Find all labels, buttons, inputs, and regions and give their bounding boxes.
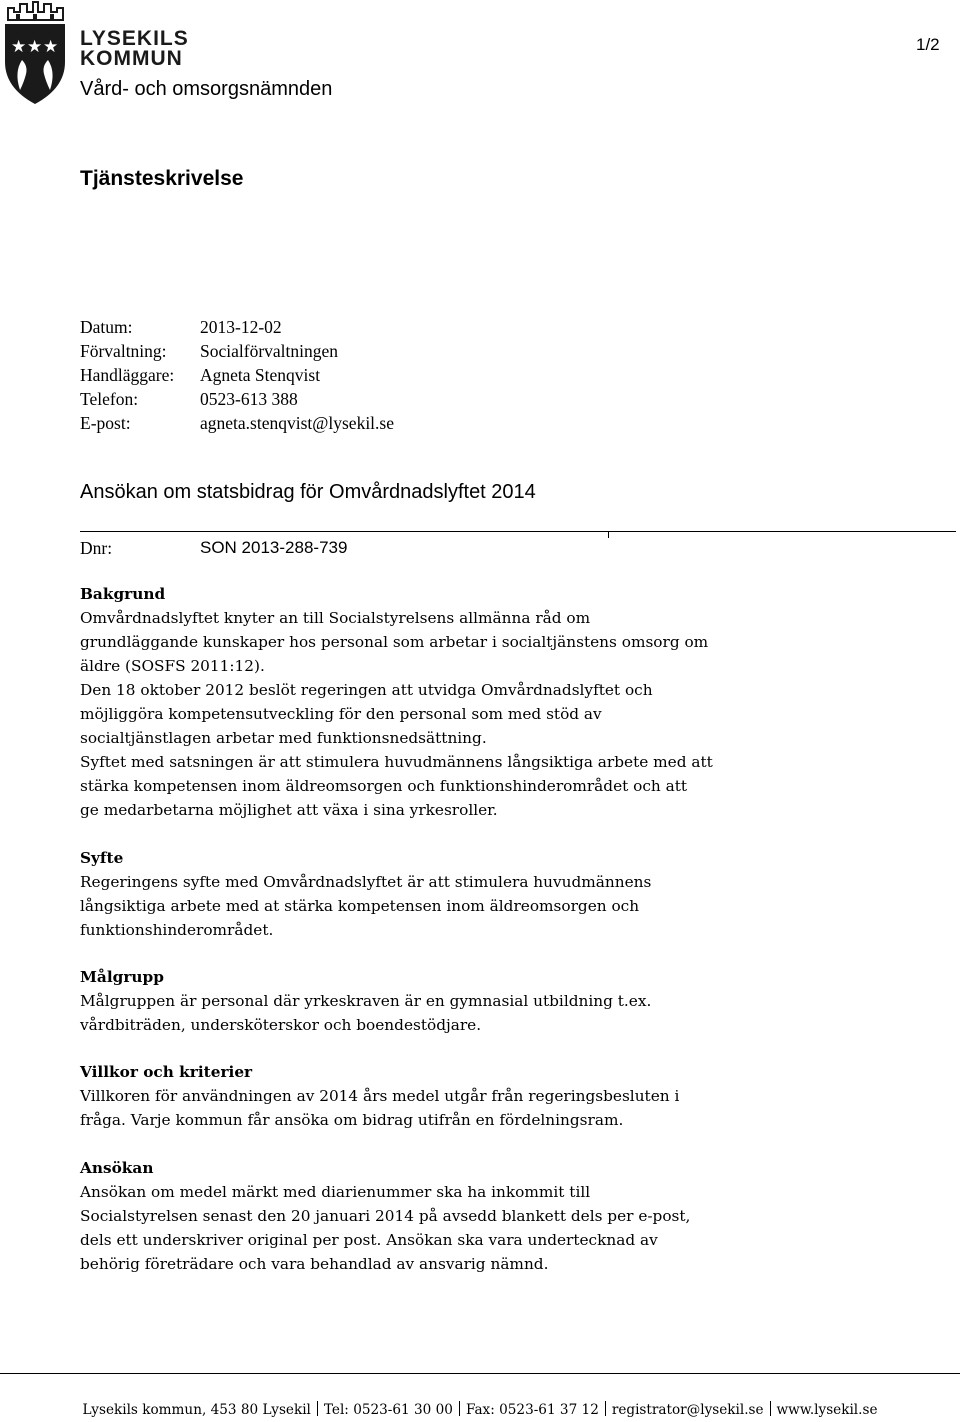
document-type: Tjänsteskrivelse	[80, 167, 244, 190]
paragraph-line: Omvårdnadslyftet knyter an till Socialstyrelsens allmänna råd om	[80, 609, 591, 627]
meta-label: Datum:	[80, 317, 133, 337]
divider-tick	[608, 531, 609, 538]
meta-label: Telefon:	[80, 389, 139, 409]
paragraph-line: socialtjänstlagen arbetar med funktionsnedsättning.	[80, 729, 487, 747]
meta-label: Handläggare:	[80, 365, 175, 385]
meta-row-date	[80, 315, 394, 339]
footer-fax: Fax: 0523-61 37 12	[465, 1402, 599, 1418]
footer-phone: Tel: 0523-61 30 00	[323, 1402, 453, 1418]
paragraph-line: möjliggöra kompetensutveckling för den personal som med stöd av	[80, 705, 602, 723]
department-name: Vård- och omsorgsnämnden	[80, 78, 333, 100]
paragraph-line: Villkoren för användningen av 2014 års medel utgår från regeringsbesluten i	[80, 1087, 680, 1105]
meta-row-department	[80, 339, 394, 363]
meta-value-date: 2013-12-02	[200, 317, 282, 337]
section-target-group	[80, 965, 920, 1037]
svg-text:★: ★	[43, 37, 59, 57]
page-number: 1/2	[916, 35, 940, 54]
brand-line-2: KOMMUN	[80, 47, 183, 70]
footer-website: www.lysekil.se	[776, 1402, 878, 1418]
paragraph-line: vårdbiträden, undersköterskor och boendestödjare.	[80, 1016, 482, 1034]
footer-separator	[459, 1401, 460, 1416]
coat-of-arms-logo	[2, 0, 68, 106]
meta-value-officer: Agneta Stenqvist	[200, 365, 321, 385]
footer-email: registrator@lysekil.se	[611, 1402, 764, 1418]
case-number	[80, 536, 347, 560]
footer-divider	[0, 1373, 960, 1374]
section-heading: Bakgrund	[80, 585, 166, 603]
footer	[0, 1400, 960, 1420]
section-heading: Villkor och kriterier	[80, 1063, 253, 1081]
section-conditions	[80, 1060, 920, 1132]
paragraph-line: Den 18 oktober 2012 beslöt regeringen att utvidga Omvårdnadslyftet och	[80, 681, 653, 699]
meta-label: E-post:	[80, 413, 131, 433]
paragraph-line: Syftet med satsningen är att stimulera huvudmännens långsiktiga arbete med att	[80, 753, 713, 771]
paragraph-line: behörig företrädare och vara behandlad av ansvarig nämnd.	[80, 1255, 549, 1273]
section-heading: Syfte	[80, 849, 124, 867]
section-application	[80, 1156, 920, 1276]
paragraph-line: långsiktiga arbete med at stärka kompetensen inom äldreomsorgen och	[80, 897, 640, 915]
meta-value-department: Socialförvaltningen	[200, 341, 339, 361]
svg-text:★: ★	[27, 37, 43, 57]
paragraph-line: stärka kompetensen inom äldreomsorgen och funktionshinderområdet och att	[80, 777, 688, 795]
section-heading: Ansökan	[80, 1159, 154, 1177]
municipality-wordmark	[80, 28, 189, 68]
meta-row-email	[80, 411, 394, 435]
section-background	[80, 582, 920, 822]
case-number-value: SON 2013-288-739	[200, 538, 348, 557]
footer-separator	[605, 1401, 606, 1416]
paragraph-line: Socialstyrelsen senast den 20 januari 2014 på avsedd blankett dels per e-post,	[80, 1207, 691, 1225]
meta-row-officer	[80, 363, 394, 387]
paragraph-line: fråga. Varje kommun får ansöka om bidrag utifrån en fördelningsram.	[80, 1111, 624, 1129]
svg-text:★: ★	[11, 37, 27, 57]
paragraph-line: Regeringens syfte med Omvårdnadslyftet är att stimulera huvudmännens	[80, 873, 652, 891]
meta-row-phone	[80, 387, 394, 411]
paragraph-line: äldre (SOSFS 2011:12).	[80, 657, 265, 675]
meta-value-phone: 0523-613 388	[200, 389, 298, 409]
paragraph-line: grundläggande kunskaper hos personal som arbetar i socialtjänstens omsorg om	[80, 633, 709, 651]
footer-separator	[317, 1401, 318, 1416]
title-divider	[80, 531, 956, 532]
paragraph-line: ge medarbetarna möjlighet att växa i sina yrkesroller.	[80, 801, 498, 819]
paragraph-line: Målgruppen är personal där yrkeskraven är en gymnasial utbildning t.ex.	[80, 992, 652, 1010]
footer-address: Lysekils kommun, 453 80 Lysekil	[82, 1402, 311, 1418]
meta-label: Förvaltning:	[80, 341, 167, 361]
meta-value-email: agneta.stenqvist@lysekil.se	[200, 413, 394, 433]
document-metadata	[80, 315, 394, 435]
paragraph-line: funktionshinderområdet.	[80, 921, 274, 939]
paragraph-line: Ansökan om medel märkt med diarienummer ska ha inkommit till	[80, 1183, 591, 1201]
brand-line-1: LYSEKILS	[80, 27, 189, 50]
section-heading: Målgrupp	[80, 968, 164, 986]
section-purpose	[80, 846, 920, 942]
footer-separator	[770, 1401, 771, 1416]
document-title: Ansökan om statsbidrag för Omvårdnadslyftet 2014	[80, 481, 536, 503]
case-number-label: Dnr:	[80, 538, 113, 558]
paragraph-line: dels ett underskriver original per post. Ansökan ska vara undertecknad av	[80, 1231, 658, 1249]
